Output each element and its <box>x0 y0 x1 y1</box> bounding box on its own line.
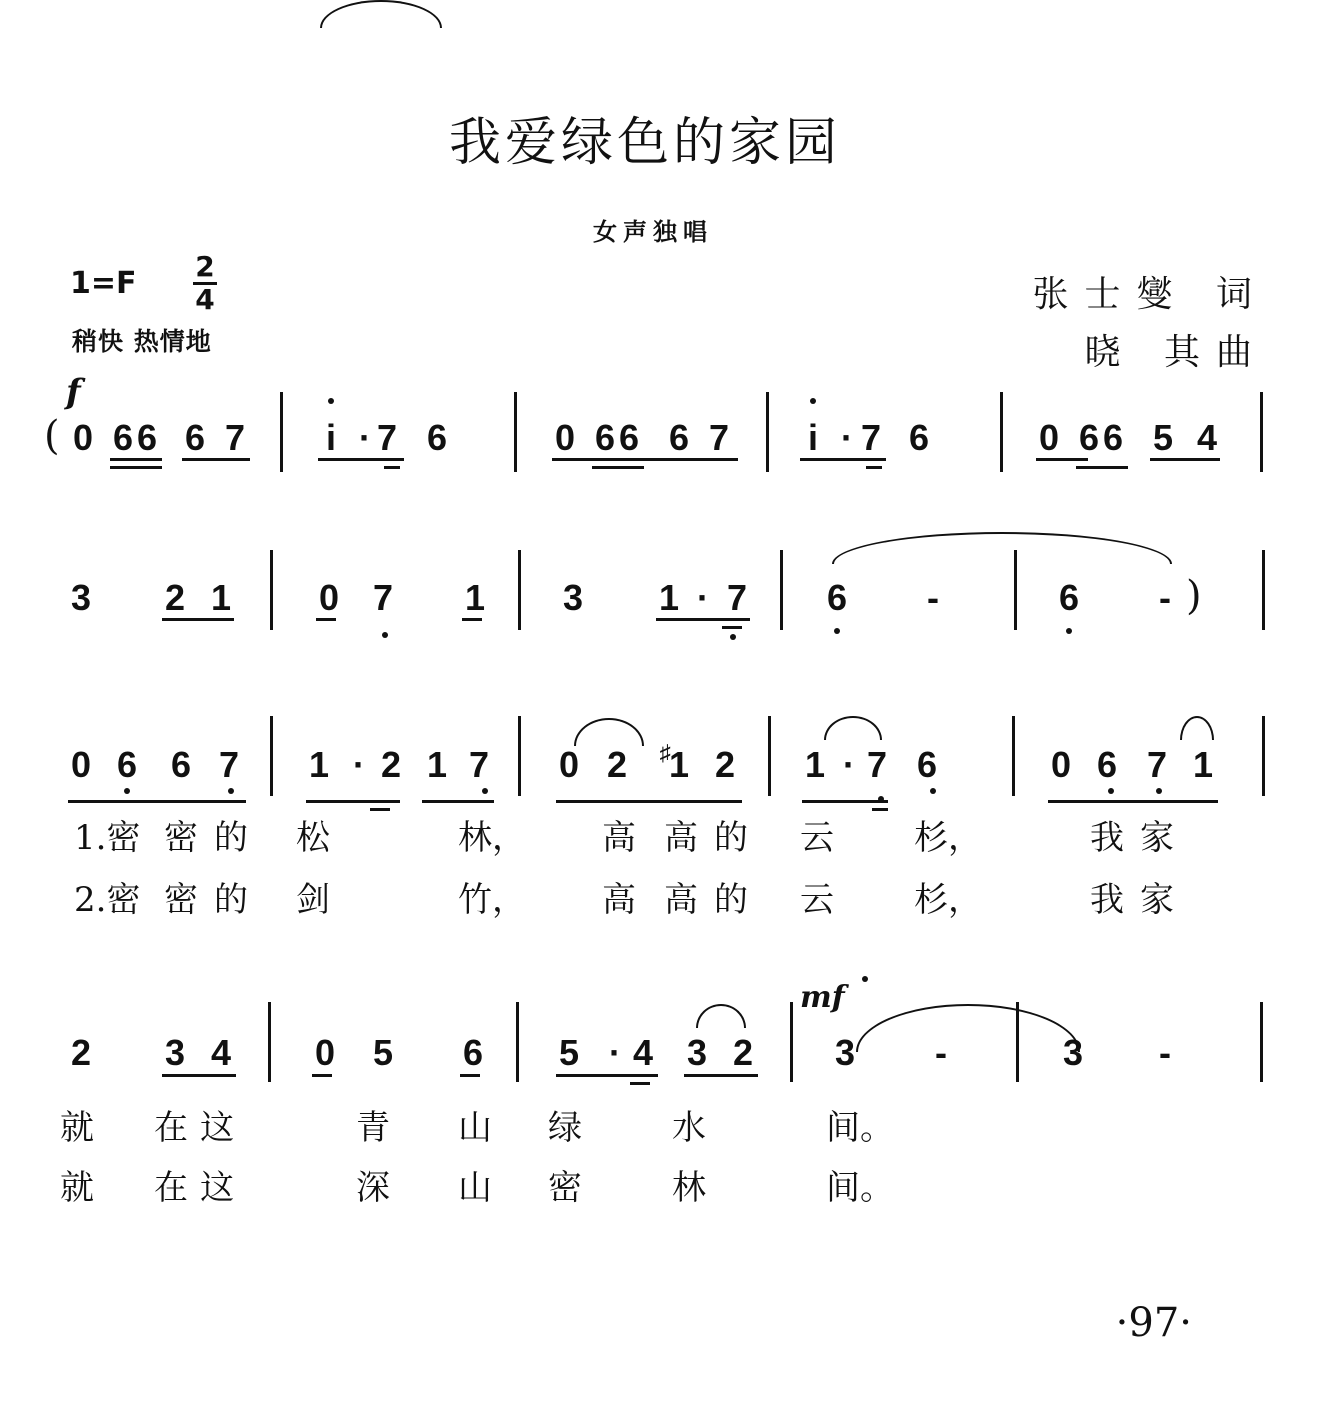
barline <box>1262 716 1265 796</box>
octave-dot <box>878 796 884 802</box>
beam-underline <box>802 800 888 803</box>
jianpu-note: 7 <box>708 417 730 458</box>
jianpu-note: 6 <box>1078 417 1100 458</box>
slur-tie <box>696 1004 746 1028</box>
intro-close-paren: ) <box>1186 573 1202 619</box>
jianpu-note: 0 <box>72 417 94 458</box>
octave-dot <box>1066 628 1072 634</box>
jianpu-note: 1 <box>804 744 826 785</box>
sharp-sign: ♯ <box>659 740 671 765</box>
jianpu-note: 7 <box>376 417 398 458</box>
barline <box>270 716 273 796</box>
jianpu-note: 2 <box>606 744 628 785</box>
jianpu-note: 7 <box>372 577 394 618</box>
lyric-verse2: 2.密 <box>74 880 141 920</box>
lyric-verse2: 林 <box>672 1168 706 1208</box>
beam-underline <box>168 800 246 803</box>
slur-tie <box>1180 716 1214 740</box>
beam-underline <box>684 1074 758 1077</box>
lyricist-credit: 张士燮 词 <box>1032 274 1268 315</box>
beam-underline <box>1036 458 1088 461</box>
lyric-verse1: 云 <box>800 818 834 858</box>
dash-extension: - <box>1159 577 1171 618</box>
barline <box>270 550 273 630</box>
jianpu-note: 7 <box>866 744 888 785</box>
lyric-verse1: 山 <box>458 1108 492 1148</box>
lyric-verse1: 家 <box>1140 818 1174 858</box>
barline <box>518 716 521 796</box>
jianpu-note: 0 <box>1038 417 1060 458</box>
jianpu-note: 3 <box>686 1032 708 1073</box>
dash-extension: - <box>927 577 939 618</box>
jianpu-note: 7 <box>468 744 490 785</box>
jianpu-note: 5 <box>558 1032 580 1073</box>
barline <box>1012 716 1015 796</box>
jianpu-note: · <box>697 577 709 618</box>
beam-underline <box>722 626 742 629</box>
barline <box>514 392 517 472</box>
jianpu-note: 6 <box>462 1032 484 1073</box>
lyric-verse1: 水 <box>672 1108 706 1148</box>
time-signature-bottom: 4 <box>195 283 215 316</box>
octave-dot <box>482 788 488 794</box>
jianpu-note: 0 <box>554 417 576 458</box>
dash-extension: - <box>935 1032 947 1073</box>
lyric-verse1: 就 <box>60 1108 94 1148</box>
jianpu-note: 3 <box>1062 1032 1084 1073</box>
barline <box>516 1002 519 1082</box>
beam-underline <box>1076 466 1128 469</box>
jianpu-note: · <box>841 417 853 458</box>
lyric-verse1: 的 <box>214 818 248 858</box>
beam-underline <box>182 458 250 461</box>
beam-underline <box>556 1074 658 1077</box>
composer-credit: 晓 其曲 <box>1084 332 1268 373</box>
barline <box>1260 392 1263 472</box>
jianpu-note: 3 <box>834 1032 856 1073</box>
beam-underline <box>162 618 234 621</box>
beam-underline <box>800 458 886 461</box>
jianpu-note: 1 <box>668 744 690 785</box>
jianpu-note: 6 <box>594 417 616 458</box>
beam-underline <box>162 1074 236 1077</box>
lyric-verse1: 在 <box>154 1108 188 1148</box>
beam-underline <box>656 618 750 621</box>
jianpu-note: 7 <box>860 417 882 458</box>
jianpu-note: 0 <box>1050 744 1072 785</box>
jianpu-note: · <box>359 417 371 458</box>
jianpu-note: 6 <box>908 417 930 458</box>
beam-underline <box>316 618 336 621</box>
slur-tie <box>320 0 442 28</box>
jianpu-note: 7 <box>224 417 246 458</box>
octave-dot <box>810 398 816 404</box>
beam-underline <box>1048 800 1218 803</box>
page-number: ·97· <box>1115 1300 1192 1346</box>
lyric-verse1: 杉， <box>914 818 982 858</box>
key-signature: 1=F <box>70 266 137 301</box>
barline <box>518 550 521 630</box>
jianpu-note: 3 <box>164 1032 186 1073</box>
jianpu-note: 6 <box>112 417 134 458</box>
lyric-verse2: 山 <box>458 1168 492 1208</box>
beam-underline <box>872 808 888 811</box>
jianpu-note: 2 <box>380 744 402 785</box>
beam-underline <box>110 458 162 461</box>
jianpu-note: 3 <box>562 577 584 618</box>
lyric-verse1: 间。 <box>826 1108 894 1148</box>
jianpu-note: 6 <box>184 417 206 458</box>
jianpu-note: 6 <box>170 744 192 785</box>
intro-open-paren: ( <box>44 413 60 459</box>
octave-dot <box>834 628 840 634</box>
jianpu-note: 7 <box>726 577 748 618</box>
jianpu-note: 4 <box>1196 417 1218 458</box>
lyric-verse2: 这 <box>200 1168 234 1208</box>
jianpu-note: 6 <box>618 417 640 458</box>
dynamic-mezzo-forte: mf <box>800 980 845 1015</box>
jianpu-note: 3 <box>70 577 92 618</box>
lyric-verse2: 间。 <box>826 1168 894 1208</box>
beam-underline <box>460 1074 480 1077</box>
beam-underline <box>630 1082 650 1085</box>
lyric-verse2: 就 <box>60 1168 94 1208</box>
barline <box>768 716 771 796</box>
lyric-verse2: 深 <box>356 1168 390 1208</box>
beam-underline <box>312 1074 332 1077</box>
song-subtitle: 女声独唱 <box>593 218 713 246</box>
jianpu-note: 1 <box>1192 744 1214 785</box>
jianpu-note: 2 <box>732 1032 754 1073</box>
jianpu-note: 4 <box>210 1032 232 1073</box>
jianpu-note: 2 <box>164 577 186 618</box>
barline <box>1260 1002 1263 1082</box>
jianpu-note: 0 <box>318 577 340 618</box>
jianpu-note: 1 <box>464 577 486 618</box>
jianpu-note: 6 <box>1058 577 1080 618</box>
beam-underline <box>306 800 400 803</box>
jianpu-note: i <box>807 417 818 458</box>
lyric-verse1: 高 <box>602 818 636 858</box>
beam-underline <box>592 466 644 469</box>
beam-underline <box>384 466 400 469</box>
lyric-verse2: 高 <box>664 880 698 920</box>
lyric-verse2: 的 <box>214 880 248 920</box>
barline <box>280 392 283 472</box>
beam-underline <box>422 800 494 803</box>
lyric-verse1: 密 <box>164 818 198 858</box>
lyric-verse1: 林， <box>458 818 526 858</box>
lyric-verse1: 青 <box>356 1108 390 1148</box>
octave-dot <box>382 632 388 638</box>
lyric-verse1: 绿 <box>548 1108 582 1148</box>
slur-tie <box>856 1004 1080 1052</box>
jianpu-note: · <box>609 1032 621 1073</box>
octave-dot <box>930 788 936 794</box>
lyric-verse2: 竹， <box>458 880 526 920</box>
jianpu-note: i <box>325 417 336 458</box>
jianpu-note: · <box>353 744 365 785</box>
lyric-verse2: 云 <box>800 880 834 920</box>
jianpu-note: 1 <box>210 577 232 618</box>
dash-extension: - <box>1159 1032 1171 1073</box>
beam-underline <box>370 808 390 811</box>
octave-dot <box>1156 788 1162 794</box>
jianpu-note: 0 <box>70 744 92 785</box>
barline <box>790 1002 793 1082</box>
tempo-marking: 稍快 热情地 <box>72 327 212 356</box>
jianpu-note: 5 <box>372 1032 394 1073</box>
jianpu-note: 6 <box>826 577 848 618</box>
lyric-verse2: 的 <box>714 880 748 920</box>
barline <box>268 1002 271 1082</box>
lyric-verse1: 我 <box>1090 818 1124 858</box>
jianpu-note: 6 <box>1096 744 1118 785</box>
jianpu-note: 4 <box>632 1032 654 1073</box>
dynamic-forte: f <box>66 372 81 412</box>
beam-underline <box>1150 458 1220 461</box>
barline <box>766 392 769 472</box>
time-signature-top: 2 <box>195 250 215 283</box>
lyric-verse2: 在 <box>154 1168 188 1208</box>
barline <box>780 550 783 630</box>
octave-dot <box>730 634 736 640</box>
lyric-verse1: 松 <box>296 818 330 858</box>
jianpu-note: 0 <box>558 744 580 785</box>
lyric-verse2: 杉， <box>914 880 982 920</box>
time-signature <box>190 252 220 315</box>
beam-underline <box>318 458 404 461</box>
slur-tie <box>574 718 644 746</box>
lyric-verse2: 剑 <box>296 880 330 920</box>
octave-dot <box>228 788 234 794</box>
jianpu-note: 6 <box>136 417 158 458</box>
jianpu-note: 6 <box>668 417 690 458</box>
jianpu-note: 7 <box>218 744 240 785</box>
beam-underline <box>462 618 482 621</box>
octave-dot <box>124 788 130 794</box>
jianpu-note: 7 <box>1146 744 1168 785</box>
beam-underline <box>866 466 882 469</box>
lyric-verse1: 高 <box>664 818 698 858</box>
jianpu-note: 1 <box>308 744 330 785</box>
lyric-verse2: 我 <box>1090 880 1124 920</box>
beam-underline <box>556 800 742 803</box>
jianpu-note: 2 <box>714 744 736 785</box>
jianpu-note: 1 <box>426 744 448 785</box>
jianpu-note: 5 <box>1152 417 1174 458</box>
lyric-verse1: 1.密 <box>74 818 141 858</box>
barline <box>1000 392 1003 472</box>
beam-underline <box>110 466 162 469</box>
lyric-verse2: 密 <box>164 880 198 920</box>
jianpu-note: 2 <box>70 1032 92 1073</box>
jianpu-note: · <box>843 744 855 785</box>
lyric-verse2: 高 <box>602 880 636 920</box>
jianpu-note: 6 <box>426 417 448 458</box>
song-title: 我爱绿色的家园 <box>448 113 841 173</box>
octave-dot <box>1108 788 1114 794</box>
slur-tie <box>824 716 882 740</box>
jianpu-note: 0 <box>314 1032 336 1073</box>
octave-dot <box>862 976 868 982</box>
jianpu-note: 1 <box>658 577 680 618</box>
slur-tie <box>832 532 1172 564</box>
lyric-verse1: 的 <box>714 818 748 858</box>
octave-dot <box>328 398 334 404</box>
barline <box>1262 550 1265 630</box>
jianpu-note: 6 <box>116 744 138 785</box>
lyric-verse2: 家 <box>1140 880 1174 920</box>
beam-underline <box>552 458 738 461</box>
jianpu-note: 6 <box>1102 417 1124 458</box>
jianpu-note: 6 <box>916 744 938 785</box>
lyric-verse1: 这 <box>200 1108 234 1148</box>
lyric-verse2: 密 <box>548 1168 582 1208</box>
